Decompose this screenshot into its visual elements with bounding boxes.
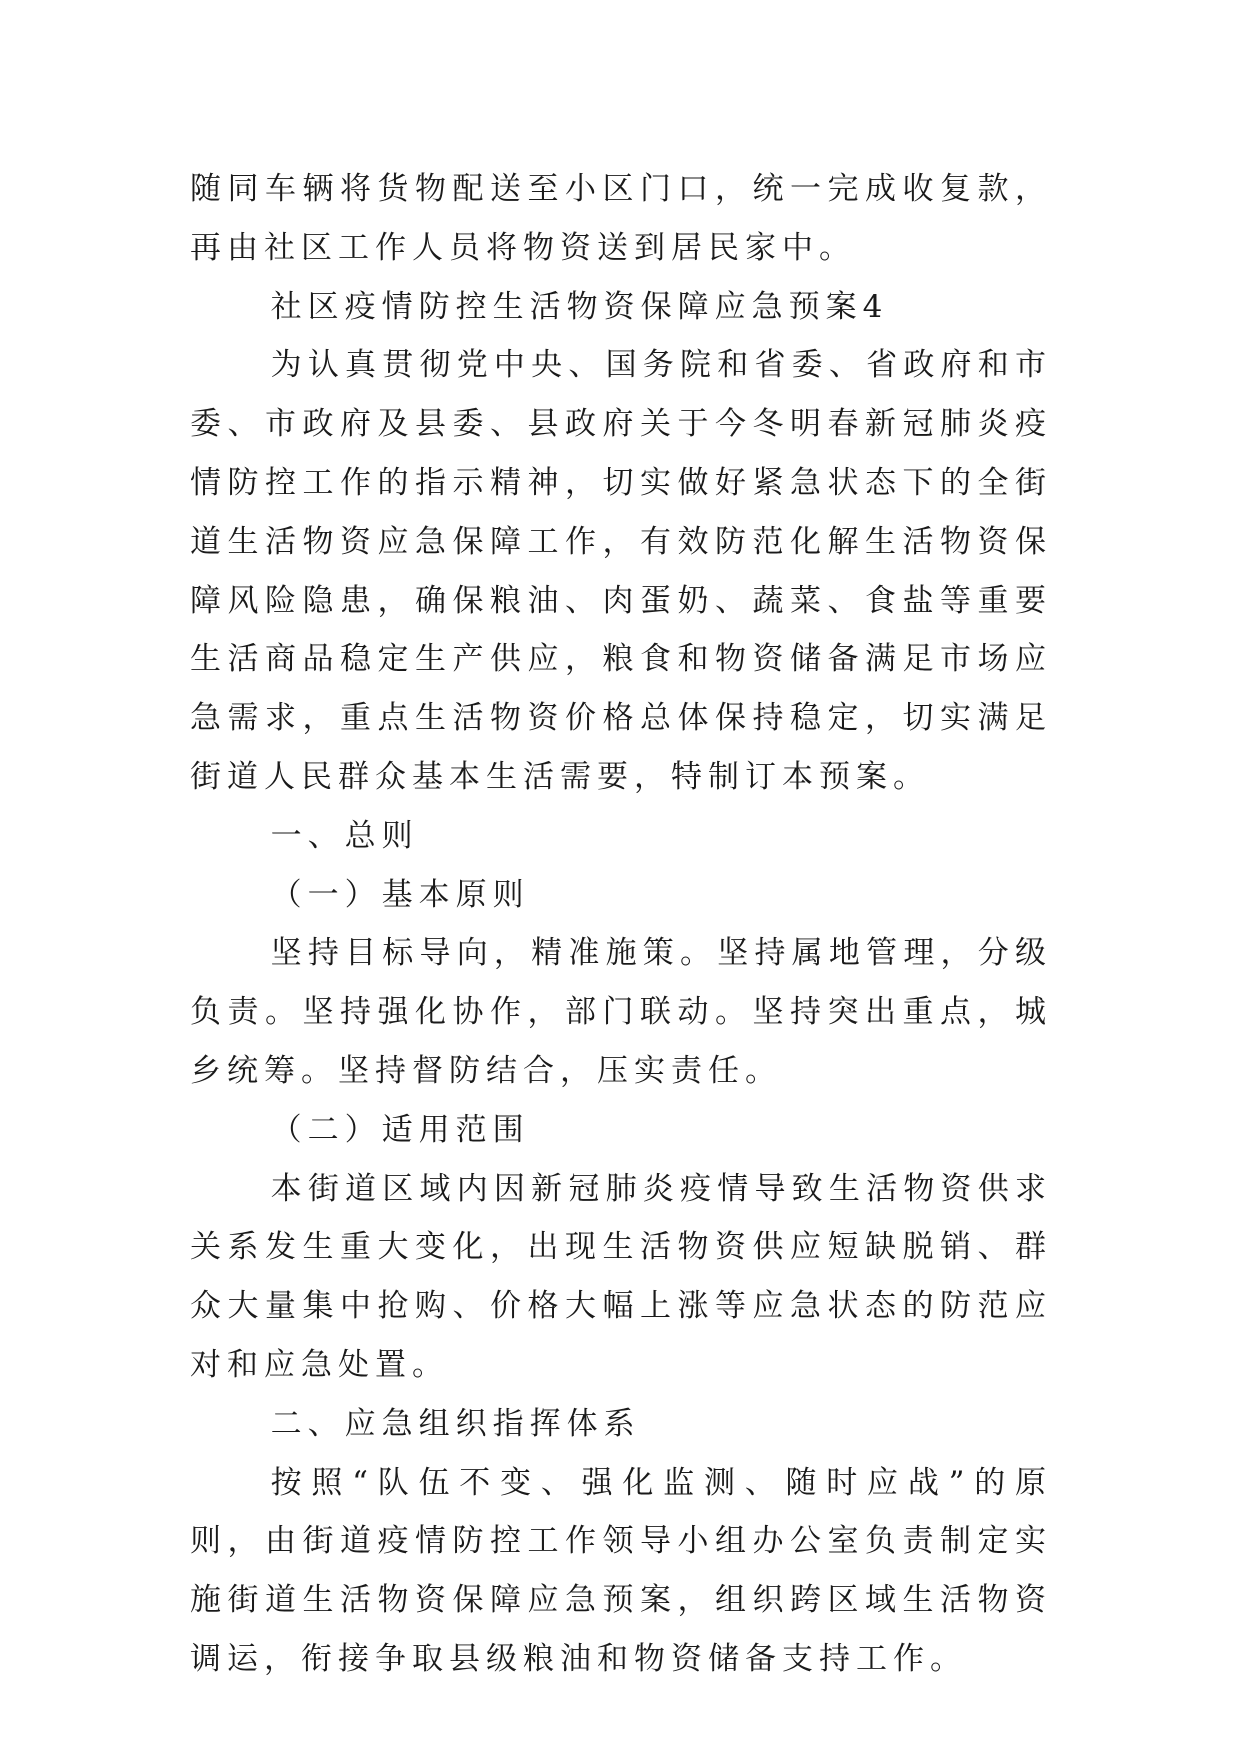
subheading-basic-principles: （一）基本原则 bbox=[270, 876, 530, 913]
paragraph-intro: 为认真贯彻党中央、国务院和省委、省政府和市委、市政府及县委、县政府关于今冬明春新冠肺炎疫情防控工作的指示精神，切实做好紧急状态下的全街道生活物资应急保障工作，有效防范化解生活物资保障风险隐患，确保粮油、肉蛋奶、蔬菜、食盐等重要生活商品稳定生产供应，粮食和物资储备满足市场应急需求，重点生活物资价格总体保持稳定，切实满足街道人民群众基本生活需要，特制订本预案。 bbox=[190, 347, 1052, 795]
paragraph-continuation: 随同车辆将货物配送至小区门口，统一完成收复款，再由社区工作人员将物资送到居民家中。 bbox=[190, 171, 1052, 266]
paragraph-basic-principles: 坚持目标导向，精准施策。坚持属地管理，分级负责。坚持强化协作，部门联动。坚持突出重点，城乡统筹。坚持督防结合，压实责任。 bbox=[190, 935, 1052, 1089]
paragraph-command-system: 按照“队伍不变、强化监测、随时应战”的原则，由街道疫情防控工作领导小组办公室负责制定实施街道生活物资保障应急预案，组织跨区域生活物资调运，衔接争取县级粮油和物资储备支持工作。 bbox=[190, 1464, 1052, 1677]
document-body bbox=[190, 160, 1052, 1689]
section-title-plan-4: 社区疫情防控生活物资保障应急预案4 bbox=[270, 288, 889, 325]
subheading-scope: （二）适用范围 bbox=[270, 1111, 530, 1148]
heading-command-system: 二、应急组织指挥体系 bbox=[270, 1405, 641, 1442]
heading-general-principles: 一、总则 bbox=[270, 817, 419, 854]
paragraph-scope: 本街道区域内因新冠肺炎疫情导致生活物资供求关系发生重大变化，出现生活物资供应短缺脱销、群众大量集中抢购、价格大幅上涨等应急状态的防范应对和应急处置。 bbox=[190, 1170, 1052, 1383]
